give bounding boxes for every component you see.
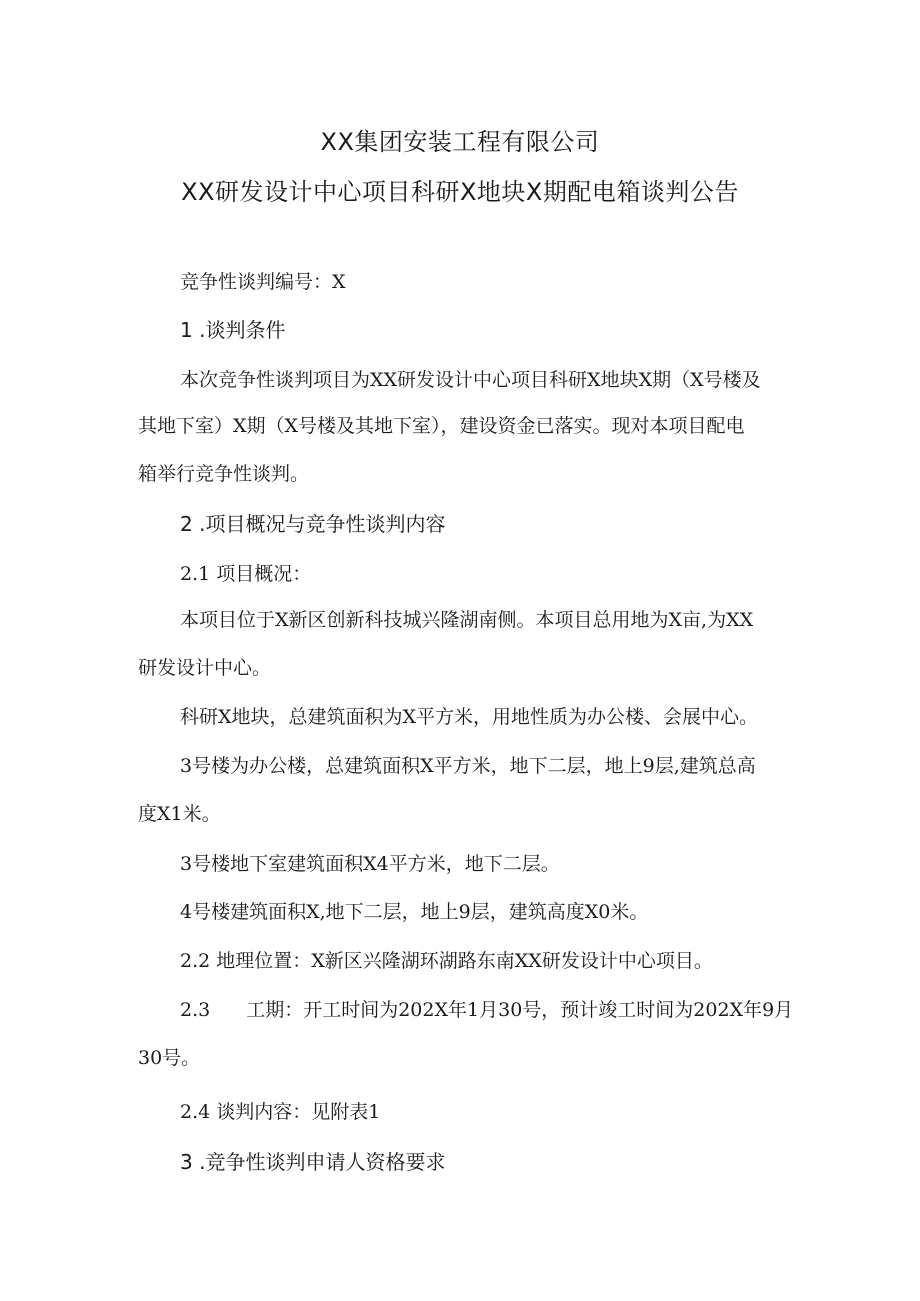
section-2-3-line-1 — [180, 996, 840, 1024]
section-1-paragraph-line-2: 其地下室）X期（X号楼及其地下室），建设资金已落实。现对本项目配电 — [138, 415, 745, 437]
negotiation-number: 竞争性谈判编号：X — [180, 271, 346, 293]
section-2-3-text: 工期：开工时间为202X年1月30号，预计竣工时间为202X年9月 — [246, 999, 794, 1021]
section-2-4-content: 2.4 谈判内容：见附表1 — [180, 1101, 381, 1123]
section-2-1-heading: 2.1 项目概况： — [180, 563, 312, 585]
plot-summary: 科研X地块，总建筑面积为X平方米，用地性质为办公楼、会展中心。 — [180, 706, 759, 728]
section-2-3-number: 2.3 — [180, 999, 211, 1021]
section-1-paragraph-line-3: 箱举行竞争性谈判。 — [138, 463, 310, 485]
section-1-heading: 1 .谈判条件 — [180, 318, 286, 342]
section-2-heading: 2 .项目概况与竞争性谈判内容 — [180, 512, 446, 536]
project-location-line-1: 本项目位于X新区创新科技城兴隆湖南侧。本项目总用地为X亩,为XX — [180, 609, 754, 631]
document-title-announcement: XX研发设计中心项目科研X地块X期配电箱谈判公告 — [181, 178, 739, 206]
building-4-summary: 4号楼建筑面积X,地下二层，地上9层，建筑高度X0米。 — [180, 901, 649, 923]
section-1-paragraph-line-1: 本次竞争性谈判项目为XX研发设计中心项目科研X地块X期（X号楼及 — [180, 369, 761, 391]
section-3-heading: 3 .竞争性谈判申请人资格要求 — [180, 1150, 446, 1174]
section-2-3-line-2: 30号。 — [138, 1047, 201, 1069]
building-3-line-1: 3号楼为办公楼，总建筑面积X平方米，地下二层，地上9层,建筑总高 — [180, 755, 756, 777]
building-3-basement: 3号楼地下室建筑面积X4平方米，地下二层。 — [180, 853, 560, 875]
building-3-line-2: 度X1米。 — [138, 803, 221, 825]
document-title-company: XX集团安装工程有限公司 — [320, 128, 600, 156]
section-2-2-location: 2.2 地理位置：X新区兴隆湖环湖路东南XX研发设计中心项目。 — [180, 950, 713, 972]
project-location-line-2: 研发设计中心。 — [138, 657, 272, 679]
